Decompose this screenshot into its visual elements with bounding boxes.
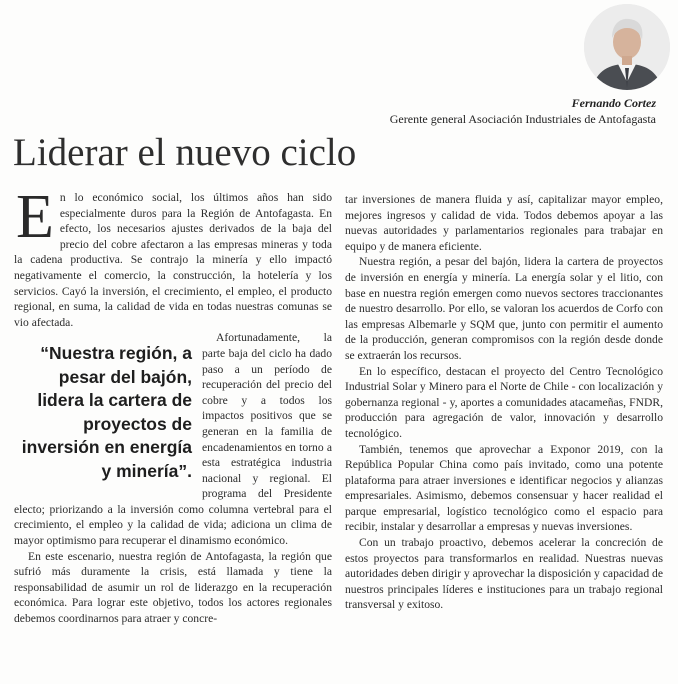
drop-cap: E [16,183,54,251]
paragraph-text: n lo económico social, los últimos años han sido especialmente duros para la Región de Antofagasta. En efecto, los necesarios ajustes derivados de la baja del precio del cobre afectaron a las empresas mineras y toda la cadena productiva. Se contrajo la minería y ello impactó negativamente el comercio, la construcción, la hotelería y los servicios. Cayó la inversión, el crecimiento, el empleo, el producto regional, en suma, la calidad de vida en todas nuestras comunas se vio afectada. [14,191,332,329]
article-paragraph: Nuestra región, a pesar del bajón, lidera la cartera de proyectos de inversión en energía y minería. La energía solar y el litio, con base en nuestra región emergen como nuevos sectores traccionantes de nuestro desarrollo. Por ello, se valoran los acuerdos de Corfo con las empresas Albemarle y SQM que, junto con permitir el aumento de la producción, generan compromisos con la región desde donde se extraerán los recursos. [345,255,663,362]
author-role: Gerente general Asociación Industriales de Antofagasta [389,112,656,126]
article-paragraph: tar inversiones de manera fluida y así, capitalizar mayor empleo, mejores ingresos y calidad de vida. Todos debemos apoyar a las nuevas autoridades y parlamentarios regionales para trabajar en equipo y de manera eficiente. [345,193,663,253]
page-title: Liderar el nuevo ciclo [13,131,357,174]
paragraph-text: Afortunadamente, la parte baja del ciclo ha dado paso a un período de recuperación del precio del cobre y a todos los impactos positivos que se generan en la familia de encadenamientos en torno a esta estratégica industria nacional y regional. El programa del Presidente electo; priorizando a la inversión como columna vertebral para el crecimiento, el empleo y la calidad de vida; adiciona un clima de mayor optimismo para recuperar el dinamismo económico. [14,331,332,548]
article-paragraph: Con un trabajo proactivo, debemos acelerar la concreción de estos proyectos para transformarlos en realidad. Nuestras nuevas autoridades deben dirigir y aprovechar la disposición y capacidad de nuestros principales líderes e instituciones para un trabajo regional transversal y exitoso. [345,536,663,612]
author-portrait-icon [584,4,670,90]
author-name: Fernando Cortez [571,96,656,110]
article-paragraph: También, tenemos que aprovechar a Exponor 2019, con la República Popular China como país invitado, como una potente plataforma para atraer inversiones e identificar negocios y alianzas empresariales. Asimismo, debemos consensuar y hacer realidad el parque empresarial, logístico tecnológico como el espacio para recibir, instalar y desarrollar a empresas y nuevas inversiones. [345,442,663,534]
article-paragraph: En lo específico, destacan el proyecto del Centro Tecnológico Industrial Solar y Minero para el Norte de Chile - con localización y gobernanza regional - y, aportes a comunidades atacameñas, FNDR, producción para agregación de valor, innovación y desarrollo tecnológico. [345,364,663,440]
pull-quote: “Nuestra región, a pesar del bajón, lidera la cartera de proyectos de inversión en energía y minería”. [21,343,192,481]
author-photo [584,4,670,90]
article-left-column [14,183,332,627]
article-right-column [345,192,663,613]
article-paragraph [14,330,332,548]
article-paragraph [14,183,332,330]
article-paragraph: En este escenario, nuestra región de Antofagasta, la región que sufrió más duramente la crisis, está llamada y tiene la responsabilidad de asumir un rol de liderazgo en la recuperación económica. Para lograr este objetivo, todos los actores regionales debemos coordinarnos para atraer y concre- [14,549,332,626]
